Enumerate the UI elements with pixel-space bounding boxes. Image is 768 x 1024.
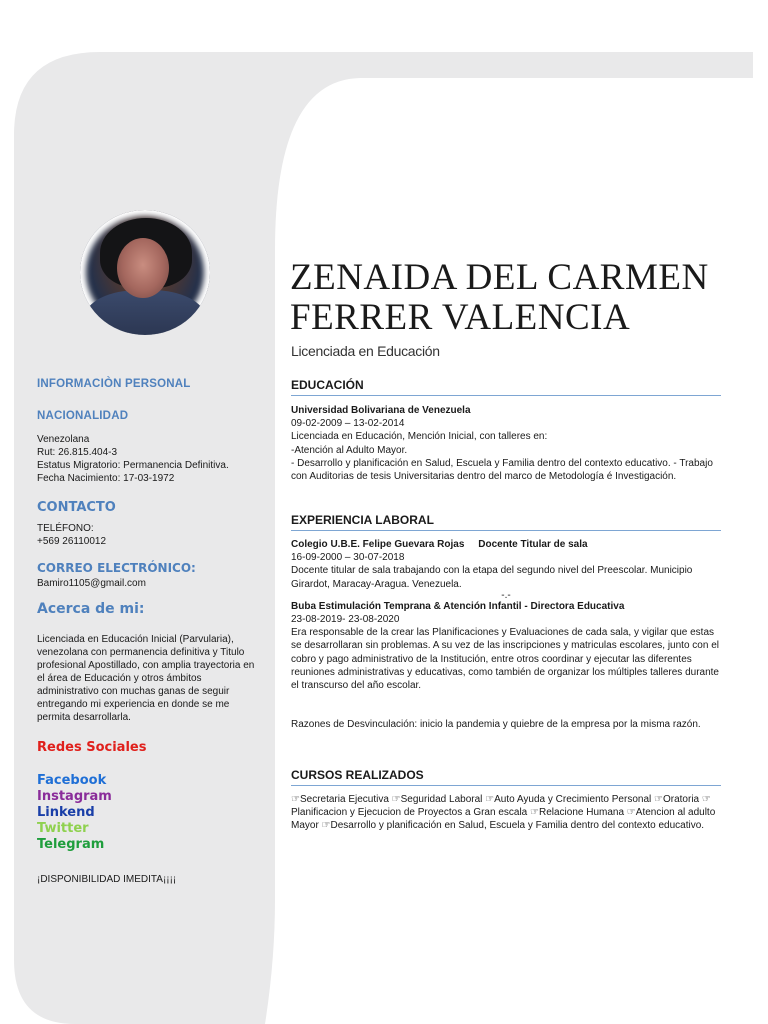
- nacionalidad-value: Venezolana: [37, 434, 90, 445]
- correo-title: CORREO ELECTRÓNICO:: [37, 561, 196, 575]
- acerca-title: Acerca de mi:: [37, 601, 145, 617]
- contacto-title: CONTACTO: [37, 500, 116, 515]
- acerca-text: Licenciada en Educación Inicial (Parvularia), venezolana con permanencia definitiva y Titulo profesional Apostillado, con amplia trayectoria en el área de Educación y otros ámbitos administrativo con muchas ganas de seguir entregando mi experiencia en donde se me permita desarrollarla.: [37, 634, 255, 723]
- educacion-block: [291, 404, 721, 483]
- educacion-title: EDUCACIÓN: [291, 378, 721, 396]
- profession-subtitle: Licenciada en Educación: [291, 343, 440, 359]
- redes-list: [37, 773, 252, 853]
- full-name: [290, 258, 730, 338]
- redes-section: [37, 740, 252, 756]
- info-section-title: INFORMACIÒN PERSONAL: [37, 378, 191, 390]
- contacto-section: [37, 501, 252, 514]
- estatus-value: Estatus Migratorio: Permanencia Definitiva.: [37, 460, 229, 471]
- social-link-facebook[interactable]: Facebook: [37, 773, 107, 788]
- social-link-instagram[interactable]: Instagram: [37, 789, 112, 804]
- name-line-2: FERRER VALENCIA: [290, 297, 631, 338]
- personal-details: [37, 433, 252, 485]
- experiencia-block: [291, 538, 721, 731]
- experiencia-title: EXPERIENCIA LABORAL: [291, 513, 721, 531]
- job1-dates: 16-09-2000 – 30-07-2018: [291, 552, 405, 564]
- job2-desc: Era responsable de la crear las Planificaciones y Evaluaciones de cada sala, y vigilar que estas se desarrollaran sin problemas. A su vez de las inscripciones y matriculas escolares, junto con el cobro y pago administrativo de la Institución, entre otros coordinar y ejecutar las diferentes reuniones administrativas y educativas, como también de organizar los múltiples talleres durante el transcurso del año escolar.: [291, 627, 719, 692]
- telefono-block: [37, 522, 252, 548]
- cursos-title: CURSOS REALIZADOS: [291, 768, 721, 786]
- job1-desc: Docente titular de sala trabajando con la etapa del segundo nivel del Preescolar. Municipio Girardot, Maracay-Aragua. Venezuela.: [291, 565, 693, 590]
- job2-dates: 23-08-2019- 23-08-2020: [291, 614, 400, 626]
- acerca-section: [37, 603, 252, 616]
- nacionalidad-title: NACIONALIDAD: [37, 410, 129, 422]
- social-link-linkend[interactable]: Linkend: [37, 805, 95, 820]
- correo-block: [37, 577, 252, 590]
- educacion-fechas: 09-02-2009 – 13-02-2014: [291, 418, 405, 430]
- educacion-line: -Atención al Adulto Mayor.: [291, 444, 408, 456]
- rut-value: Rut: 26.815.404-3: [37, 447, 118, 458]
- educacion-line: - Desarrollo y planificación en Salud, Escuela y Familia dentro del contexto educativo. - Trabajo con Auditorias de tesis Universitarias dentro del marco de Metodología é Investigación.: [291, 457, 713, 483]
- job2-title: Buba Estimulación Temprana & Atención Infantil - Directora Educativa: [291, 600, 625, 612]
- educacion-line: Licenciada en Educación, Mención Inicial, con talleres en:: [291, 431, 548, 443]
- nacionalidad-section: [37, 410, 252, 423]
- social-link-twitter[interactable]: Twitter: [37, 821, 89, 836]
- social-link-telegram[interactable]: Telegram: [37, 837, 105, 852]
- razones-text: Razones de Desvinculación: inicio la pandemia y quiebre de la empresa por la misma razón.: [291, 719, 701, 731]
- profile-photo: [80, 210, 210, 335]
- disponibilidad-text: ¡DISPONIBILIDAD IMEDITA¡¡¡¡: [37, 874, 177, 885]
- job1-title: Colegio U.B.E. Felipe Guevara Rojas Docente Titular de sala: [291, 539, 588, 550]
- educacion-institucion: Universidad Bolivariana de Venezuela: [291, 405, 471, 416]
- redes-title: Redes Sociales: [37, 740, 147, 755]
- telefono-label: TELÉFONO:: [37, 523, 94, 534]
- correo-value[interactable]: Bamiro1105@gmail.com: [37, 578, 146, 589]
- job-separator: -.-: [501, 589, 511, 601]
- telefono-value: +569 26110012: [37, 536, 107, 547]
- cursos-text: ☞Secretaria Ejecutiva ☞Seguridad Laboral ☞Auto Ayuda y Crecimiento Personal ☞Oratoria ☞Planificacion y Ejecucion de Proyectos a Gran escala ☞Relacione Humana ☞Atencion al adulto Mayor ☞Desarrollo y planificación en Salud, Escuela y Familia dentro del contexto educativo.: [291, 794, 716, 832]
- correo-section: [37, 562, 252, 575]
- name-line-1: ZENAIDA DEL CARMEN: [290, 257, 709, 298]
- nacimiento-value: Fecha Nacimiento: 17-03-1972: [37, 473, 175, 484]
